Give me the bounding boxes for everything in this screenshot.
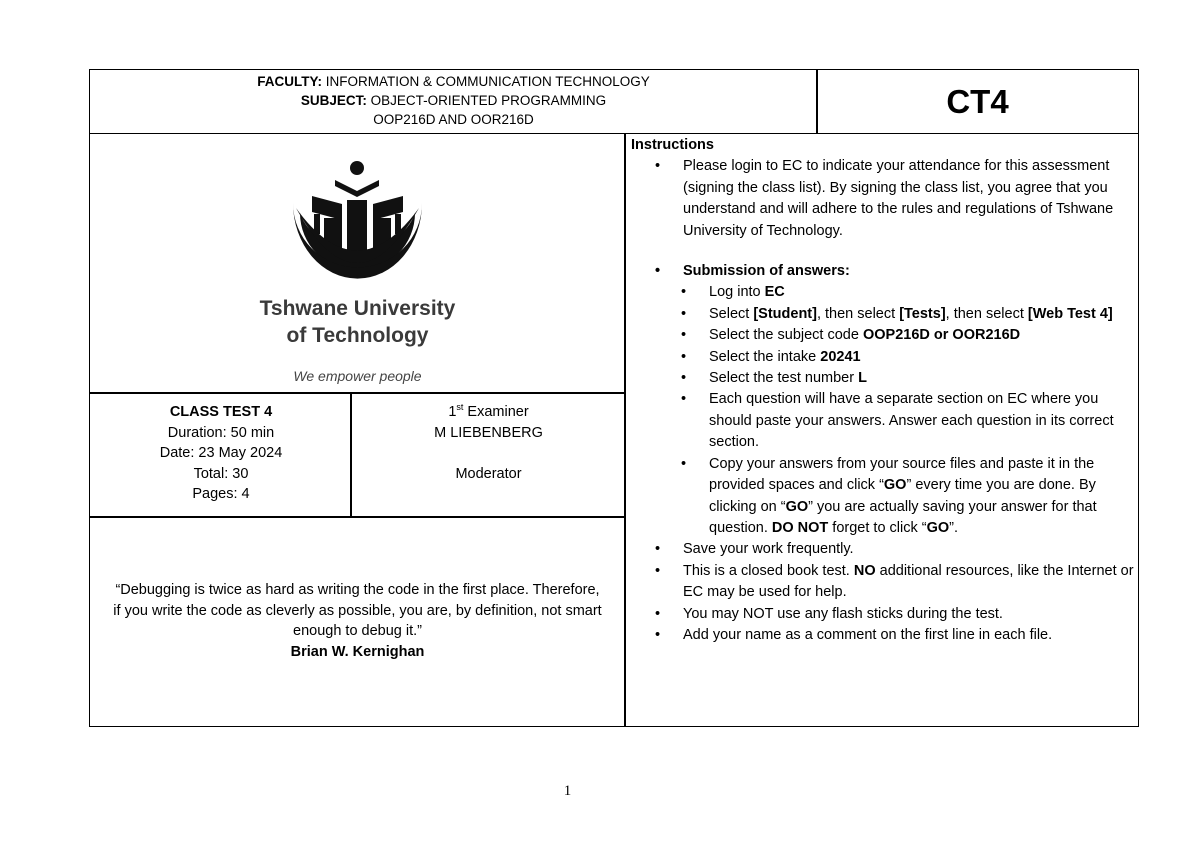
test-duration: Duration: 50 min	[167, 424, 275, 441]
test-title: CLASS TEST 4	[169, 404, 273, 420]
submission-heading: • Submission of answers:	[631, 261, 1136, 282]
sub-subject-code: • Select the subject code OOP216D or OOR216D	[631, 325, 1136, 346]
instructions	[631, 135, 1136, 646]
sub-login: • Log into EC	[631, 282, 1136, 303]
quote-text: “Debugging is twice as hard as writing the code in the first place. Therefore, if you write the code as cleverly as possible, you are, by definition, not smart enough to debug it.”	[113, 582, 602, 639]
instruction-name: • Add your name as a comment on the first line in each file.	[631, 625, 1136, 646]
test-total: Total: 30	[193, 465, 249, 482]
test-info	[90, 402, 352, 505]
test-pages: Pages: 4	[192, 486, 250, 502]
info-bottom-line	[89, 516, 625, 518]
subject-codes: OOP216D AND OOR216D	[373, 112, 534, 127]
university-name-line1: Tshwane University	[259, 297, 456, 320]
first-examiner-label: 1st Examiner	[448, 402, 529, 420]
subject-line: SUBJECT: OBJECT-ORIENTED PROGRAMMING	[300, 93, 607, 108]
quote-author: Brian W. Kernighan	[290, 643, 425, 660]
instruction-login: • Please login to EC to indicate your attendance for this assessment (signing the class list). By signing the class list, you agree that you understand and will adhere to the rules and regulations of Tshwane University of Technology.	[631, 156, 1136, 242]
instruction-closed-book: • This is a closed book test. NO additional resources, like the Internet or EC may be used for help.	[631, 561, 1136, 604]
sub-copy-answers: • Copy your answers from your source files and paste it in the provided spaces and click “GO” every time you are done. By clicking on “GO” you are actually saving your answer for that question. DO NOT forget to click “GO”.	[631, 454, 1136, 540]
moderator-label: Moderator	[455, 465, 522, 482]
test-code: CT4	[946, 82, 1009, 120]
logo-bottom-line	[89, 392, 625, 394]
sub-test-number: • Select the test number L	[631, 368, 1136, 389]
sub-select-path: • Select [Student], then select [Tests], then select [Web Test 4]	[631, 304, 1136, 325]
instruction-flash: • You may NOT use any flash sticks during the test.	[631, 604, 1136, 625]
sub-intake: • Select the intake 20241	[631, 347, 1136, 368]
sub-sections: • Each question will have a separate section on EC where you should paste your answers. Answer each question in its correct section.	[631, 389, 1136, 453]
examiners	[352, 402, 625, 484]
page-number: 1	[563, 783, 572, 799]
instructions-heading: Instructions	[631, 137, 714, 153]
header-info	[90, 70, 817, 133]
first-examiner-name: M LIEBENBERG	[434, 424, 543, 441]
university-name	[90, 295, 625, 349]
faculty-line: FACULTY: INFORMATION & COMMUNICATION TECHNOLOGY	[257, 74, 650, 89]
university-motto: We empower people	[293, 368, 422, 384]
university-name-line2: of Technology	[286, 324, 429, 347]
test-date: Date: 23 May 2024	[159, 445, 283, 461]
tut-logo-icon	[290, 158, 425, 283]
quote	[110, 580, 605, 662]
instruction-save: • Save your work frequently.	[631, 539, 1136, 560]
